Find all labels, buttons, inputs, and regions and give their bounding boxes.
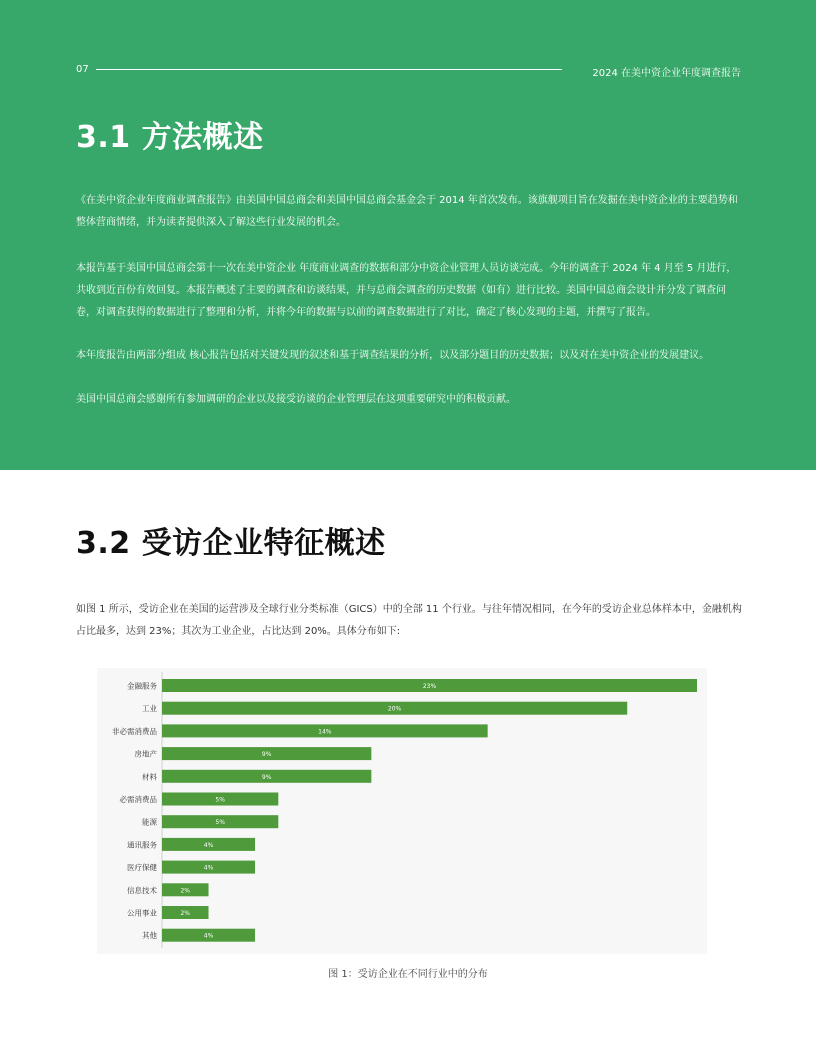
green-header-block [0,0,816,470]
methodology-paragraph-2: 本报告基于美国中国总商会第十一次在美中资企业 年度商业调查的数据和部分中资企业管理人员访谈完成。今年的调查于 2024 年 4 月至 5 月进行，共收到近百份有效回复。本报告概述了主要的调查和访谈结果，并与总商会调查的历史数据（如有）进行比较。美国中国总商会设计并分发了调查问卷，对调查获得的数据进行了整理和分析，并将今年的数据与以前的调查数据进行了对比，确定了核心发现的主题，并撰写了报告。 [76,263,737,318]
bar-value-label: 4% [203,864,214,872]
bar-value-label: 9% [261,751,272,759]
methodology-paragraph-4: 美国中国总商会感谢所有参加调研的企业以及接受访谈的企业管理层在这项重要研究中的积极贡献。 [76,394,516,405]
figure-caption: 图 1：受访企业在不同行业中的分布 [328,969,488,980]
bar-value-label: 5% [215,796,225,804]
methodology-paragraph-1: 《在美中资企业年度商业调查报告》由美国中国总商会和美国中国总商会基金会于 2014 年首次发布。该旗舰项目旨在发掘在美中资企业的主要趋势和整体营商情绪，并为读者提供深入了解这些行业发展的机会。 [76,195,738,228]
methodology-paragraph-3: 本年度报告由两部分组成 核心报告包括对关键发现的叙述和基于调查结果的分析，以及部分题目的历史数据；以及对在美中资企业的发展建议。 [76,350,710,361]
category-label: 材料 [142,772,157,782]
category-label: 必需消费品 [119,795,157,804]
header-rule [96,69,562,70]
bar-value-label: 5% [215,819,225,827]
category-label: 公用事业 [127,908,157,918]
bar-value-label: 23% [422,683,437,690]
bar-value-label: 4% [203,932,214,940]
bar-value-label: 14% [318,728,332,736]
category-label: 能源 [142,817,157,827]
category-label: 其他 [142,931,157,941]
respondent-profile-paragraph: 如图 1 所示，受访企业在美国的运营涉及全球行业分类标准（GICS）中的全部 11 个行业。与往年情况相同，在今年的受访企业总体样本中，金融机构占比最多，达到 23%；其次为工业企业，占比达到 20%。具体分布如下: [76,604,742,637]
category-label: 信息技术 [127,885,157,895]
section-3-2-heading: 3.2 受访企业特征概述 [76,526,386,561]
bar-value-label: 20% [387,705,402,713]
running-report-title: 2024 在美中资企业年度调查报告 [592,68,741,79]
category-label: 房地产 [134,749,157,759]
running-header [76,62,741,80]
bar-value-label: 4% [203,841,214,849]
category-label: 医疗保健 [127,863,157,873]
category-label: 非必需消费品 [112,726,157,736]
page-number: 07 [76,64,89,75]
industry-distribution-chart [97,668,707,954]
category-label: 通讯服务 [127,840,157,850]
bar-value-label: 2% [180,887,191,895]
category-label: 金融服务 [127,681,157,691]
category-label: 工业 [142,704,157,714]
bar-value-label: 2% [180,910,191,917]
industry-bar-chart-svg [97,668,707,954]
bar-value-label: 9% [261,773,272,781]
section-3-1-heading: 3.1 方法概述 [76,120,264,155]
